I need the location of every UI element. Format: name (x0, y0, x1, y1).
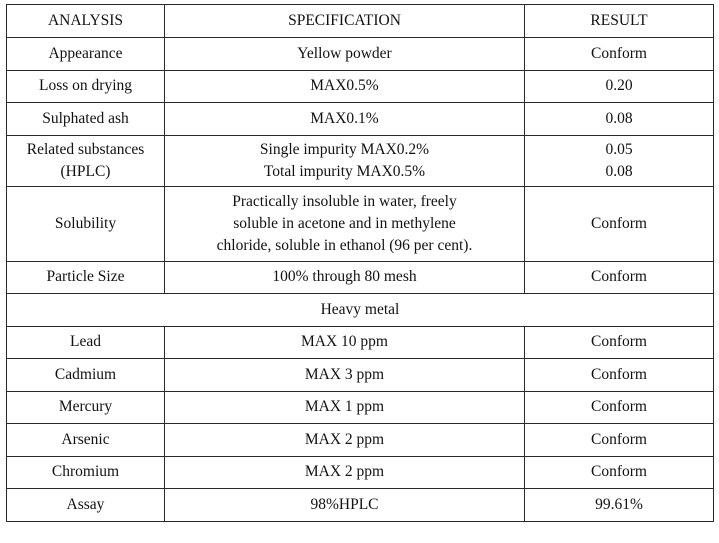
header-specification: SPECIFICATION (165, 5, 525, 38)
specification-line: Total impurity MAX0.5% (263, 162, 426, 180)
result-cell: Conform (525, 359, 714, 392)
specification-cell: MAX0.1% (165, 103, 525, 136)
result-cell: Conform (525, 424, 714, 457)
header-result: RESULT (525, 5, 714, 38)
analysis-cell: Lead (7, 326, 165, 359)
table-row (7, 103, 714, 136)
specification-line: soluble in acetone and in methylene (233, 214, 456, 232)
table-row (7, 359, 714, 392)
section-heading: Heavy metal (7, 294, 714, 327)
analysis-cell: Chromium (7, 456, 165, 489)
specification-cell: MAX 1 ppm (165, 391, 525, 424)
table-row (7, 70, 714, 103)
analysis-cell: Appearance (7, 38, 165, 71)
specification-line: chloride, soluble in ethanol (96 per cent). (216, 236, 473, 254)
related-substances-row (7, 135, 714, 186)
analysis-cell: Cadmium (7, 359, 165, 392)
specification-cell: MAX 2 ppm (165, 424, 525, 457)
table-row (7, 456, 714, 489)
specification-cell: MAX 2 ppm (165, 456, 525, 489)
analysis-cell: Particle Size (7, 261, 165, 294)
result-cell: Conform (525, 261, 714, 294)
result-cell: 99.61% (525, 489, 714, 522)
result-cell: Conform (525, 391, 714, 424)
result-line: 0.05 (605, 140, 633, 158)
analysis-line: Related substances (26, 140, 145, 158)
analysis-table (6, 4, 714, 522)
analysis-cell: Sulphated ash (7, 103, 165, 136)
specification-cell (165, 186, 525, 261)
specification-line: Practically insoluble in water, freely (232, 192, 457, 210)
analysis-line: (HPLC) (60, 162, 111, 180)
specification-line: Single impurity MAX0.2% (259, 140, 430, 158)
result-cell: Conform (525, 186, 714, 261)
section-heading-row (7, 294, 714, 327)
specification-cell (165, 135, 525, 186)
header-row (7, 5, 714, 38)
table-row (7, 326, 714, 359)
header-analysis: ANALYSIS (7, 5, 165, 38)
specification-cell: 98%HPLC (165, 489, 525, 522)
table-row (7, 424, 714, 457)
analysis-cell: Solubility (7, 186, 165, 261)
table-row (7, 391, 714, 424)
specification-cell: 100% through 80 mesh (165, 261, 525, 294)
analysis-cell: Loss on drying (7, 70, 165, 103)
specification-cell: Yellow powder (165, 38, 525, 71)
table-row (7, 261, 714, 294)
analysis-cell: Mercury (7, 391, 165, 424)
result-line: 0.08 (605, 162, 633, 180)
specification-cell: MAX0.5% (165, 70, 525, 103)
solubility-row (7, 186, 714, 261)
result-cell (525, 135, 714, 186)
table-row (7, 38, 714, 71)
analysis-cell: Arsenic (7, 424, 165, 457)
specification-cell: MAX 10 ppm (165, 326, 525, 359)
specification-cell: MAX 3 ppm (165, 359, 525, 392)
result-cell: 0.08 (525, 103, 714, 136)
table-row (7, 489, 714, 522)
result-cell: Conform (525, 456, 714, 489)
result-cell: 0.20 (525, 70, 714, 103)
analysis-cell (7, 135, 165, 186)
result-cell: Conform (525, 38, 714, 71)
analysis-cell: Assay (7, 489, 165, 522)
result-cell: Conform (525, 326, 714, 359)
